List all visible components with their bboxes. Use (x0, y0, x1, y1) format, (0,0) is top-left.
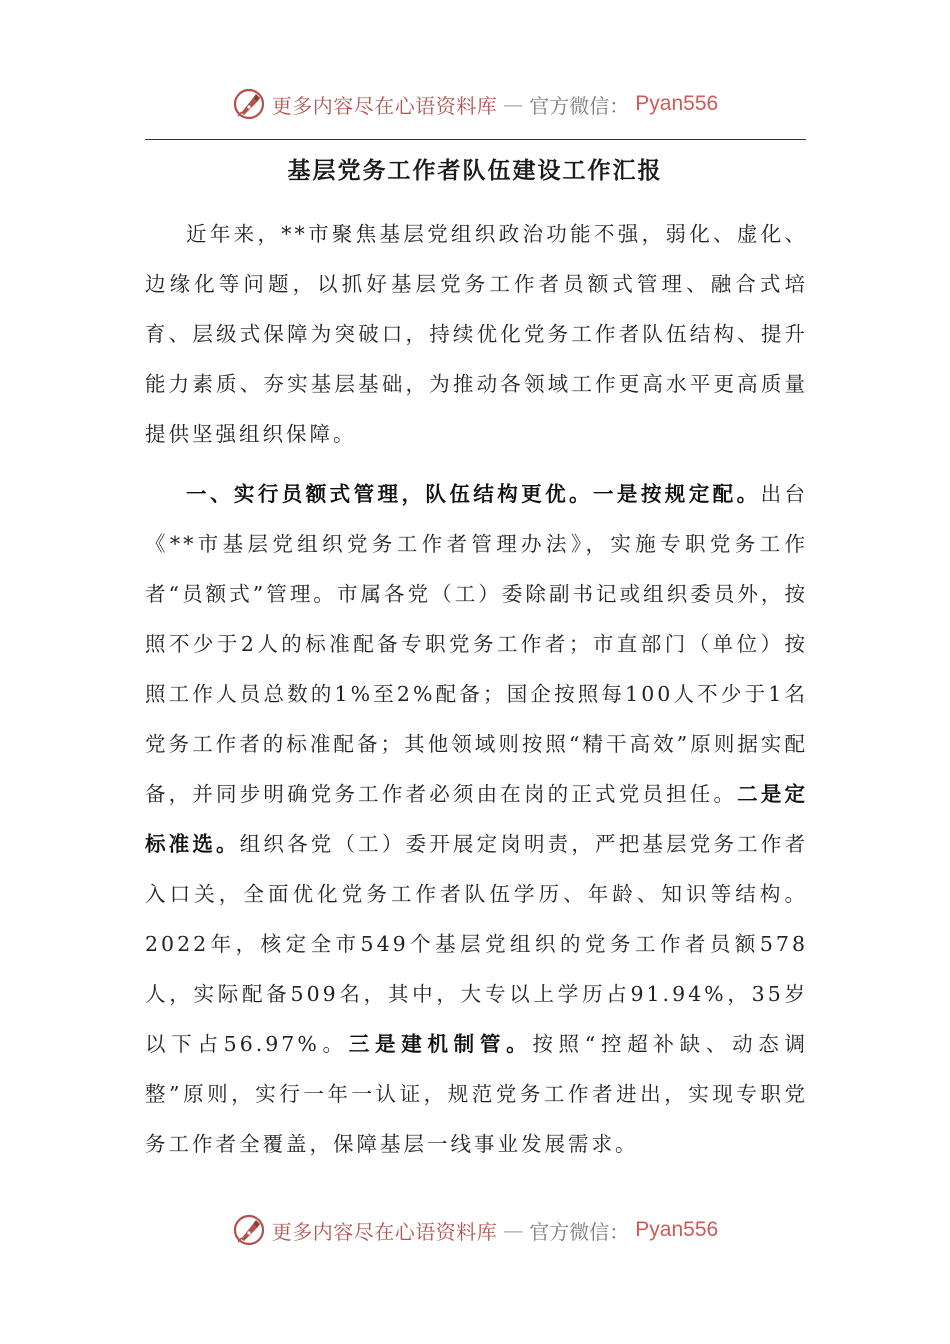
section1-paragraph (145, 469, 808, 1169)
footer-main-text: 更多内容尽在心语资料库 (271, 1219, 498, 1244)
banner-main-text: 更多内容尽在心语资料库 (271, 93, 498, 118)
point2-text: 组织各党（工）委开展定岗明责，严把基层党务工作者入口关，全面优化党务工作者队伍学历、年龄、知识等结构。2022年，核定全市549个基层党组织的党务工作者员额578人，实际配备509名，其中，大专以上学历占91.94%，35岁以下占56.97%。 (145, 832, 809, 1056)
footer-separator: — (503, 1218, 524, 1242)
footer-wechat-handle: Pyan556 (635, 1218, 719, 1241)
point3-label: 三是建机制管。 (348, 1032, 533, 1056)
document-body (145, 209, 808, 1169)
footer-wechat-label: 官方微信： (529, 1219, 630, 1244)
pen-nib-logo-icon (232, 87, 266, 121)
header-banner (0, 84, 950, 124)
point2-label: 二是定标准选。 (145, 782, 809, 856)
header-divider (145, 139, 806, 140)
intro-paragraph: 近年来，**市聚焦基层党组织政治功能不强，弱化、虚化、边缘化等问题，以抓好基层党务工作者员额式管理、融合式培育、层级式保障为突破口，持续优化党务工作者队伍结构、提升能力素质、夯实基层基础，为推动各领域工作更高水平更高质量提供坚强组织保障。 (145, 222, 808, 446)
footer-banner (0, 1210, 950, 1250)
banner-wechat-label: 官方微信： (529, 93, 630, 118)
pen-nib-logo-icon (232, 1213, 266, 1247)
banner-wechat-handle: Pyan556 (635, 92, 719, 115)
document-title: 基层党务工作者队伍建设工作汇报 (287, 157, 663, 184)
point1-text: 出台《**市基层党组织党务工作者管理办法》，实施专职党务工作者“员额式”管理。市属各党（工）委除副书记或组织委员外，按照不少于2人的标准配备专职党务工作者；市直部门（单位）按照工作人员总数的1%至2%配备；国企按照每100人不少于1名党务工作者的标准配备；其他领域则按照“精干高效”原则据实配备，并同步明确党务工作者必须由在岗的正式党员担任。 (145, 482, 809, 806)
point3-text: 按照“控超补缺、动态调整”原则，实行一年一认证，规范党务工作者进出，实现专职党务工作者全覆盖，保障基层一线事业发展需求。 (145, 1032, 809, 1156)
section1-heading: 一、实行员额式管理，队伍结构更优。 (186, 482, 593, 506)
point1-label: 一是按规定配。 (592, 482, 761, 506)
banner-separator: — (503, 92, 524, 116)
